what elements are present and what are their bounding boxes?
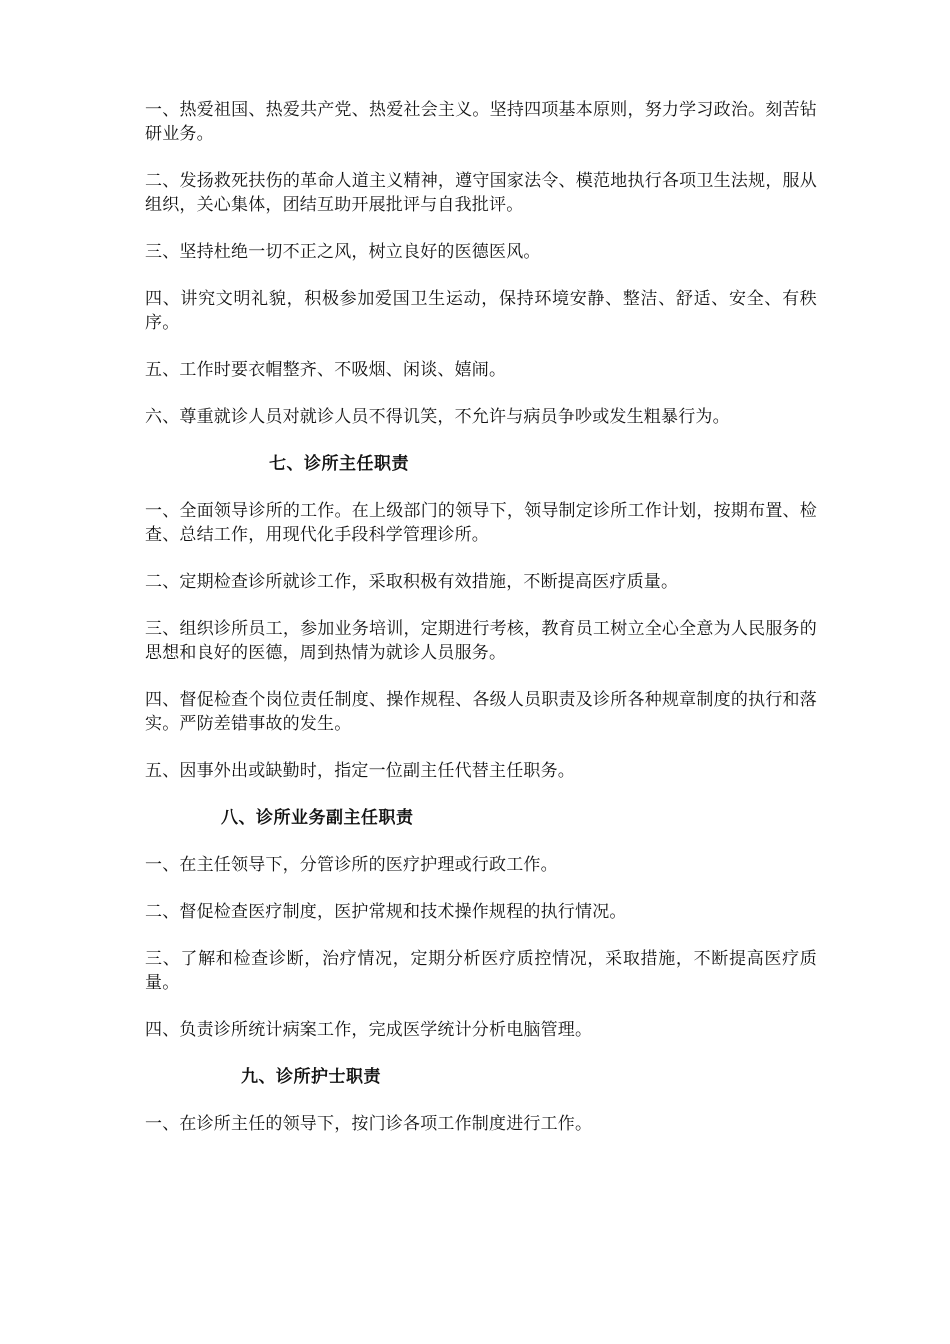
section-heading-director: 七、诊所主任职责 bbox=[269, 454, 409, 474]
paragraph: 二、定期检查诊所就诊工作，采取积极有效措施，不断提高医疗质量。 bbox=[145, 572, 679, 592]
document-body bbox=[145, 98, 817, 1159]
paragraph: 三、组织诊所员工，参加业务培训，定期进行考核，教育员工树立全心全意为人民服务的思想和良好的医德，周到热情为就诊人员服务。 bbox=[145, 619, 817, 663]
paragraph: 二、督促检查医疗制度，医护常规和技术操作规程的执行情况。 bbox=[145, 902, 627, 922]
paragraph: 一、在诊所主任的领导下，按门诊各项工作制度进行工作。 bbox=[145, 1114, 593, 1134]
paragraph: 一、热爱祖国、热爱共产党、热爱社会主义。坚持四项基本原则，努力学习政治。刻苦钻研业务。 bbox=[145, 100, 817, 144]
paragraph: 五、因事外出或缺勤时，指定一位副主任代替主任职务。 bbox=[145, 761, 575, 781]
paragraph: 二、发扬救死扶伤的革命人道主义精神，遵守国家法令、模范地执行各项卫生法规，服从组织，关心集体，团结互助开展批评与自我批评。 bbox=[145, 171, 817, 215]
paragraph: 四、负责诊所统计病案工作，完成医学统计分析电脑管理。 bbox=[145, 1020, 593, 1040]
paragraph: 三、坚持杜绝一切不正之风，树立良好的医德医风。 bbox=[145, 242, 541, 262]
paragraph: 四、督促检查个岗位责任制度、操作规程、各级人员职责及诊所各种规章制度的执行和落实。严防差错事故的发生。 bbox=[145, 690, 817, 734]
paragraph: 四、讲究文明礼貌，积极参加爱国卫生运动，保持环境安静、整洁、舒适、安全、有秩序。 bbox=[145, 289, 817, 333]
paragraph: 三、了解和检查诊断，治疗情况，定期分析医疗质控情况，采取措施，不断提高医疗质量。 bbox=[145, 949, 817, 993]
paragraph: 一、全面领导诊所的工作。在上级部门的领导下，领导制定诊所工作计划，按期布置、检查、总结工作，用现代化手段科学管理诊所。 bbox=[145, 501, 817, 545]
paragraph: 五、工作时要衣帽整齐、不吸烟、闲谈、嬉闹。 bbox=[145, 360, 507, 380]
section-heading-nurse: 九、诊所护士职责 bbox=[241, 1067, 381, 1087]
section-heading-deputy-director: 八、诊所业务副主任职责 bbox=[221, 808, 414, 828]
paragraph: 一、在主任领导下，分管诊所的医疗护理或行政工作。 bbox=[145, 855, 558, 875]
paragraph: 六、尊重就诊人员对就诊人员不得讥笑，不允许与病员争吵或发生粗暴行为。 bbox=[145, 407, 730, 427]
